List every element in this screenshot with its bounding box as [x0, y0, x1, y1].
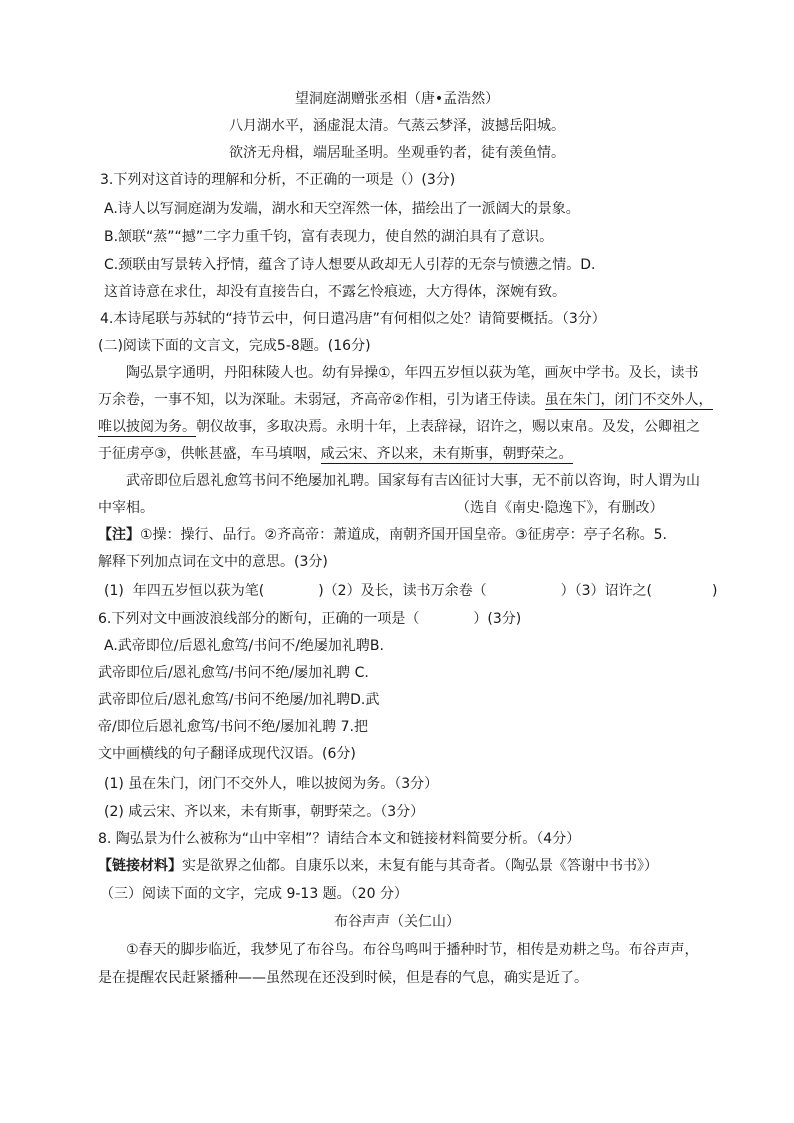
poem-title: 望洞庭湖赠张丞相（唐•孟浩然）	[294, 91, 500, 107]
poem-line-1: 八月湖水平，涵虚混太清。气蒸云梦泽，波撼岳阳城。	[229, 118, 565, 134]
essay-line-2: 是在提醒农民赶紧播种——虽然现在还没到时候，但是春的气息，确实是近了。	[98, 970, 588, 986]
question-3-stem: 3.下列对这首诗的理解和分析，不正确的一项是（）(3分)	[100, 172, 456, 188]
link-material: 【链接材料】实是欲界之仙都。自康乐以来，未复有能与其奇者。（陶弘景《答谢中书书》）	[98, 858, 658, 874]
annotation-note: 【注】①操：操行、品行。②齐高帝：萧道成，南朝齐国开国皇帝。③征虏亭：亭子名称。5.	[98, 527, 668, 543]
classical-text-line-4: 于征虏亭③，供帐甚盛，车马填咽，咸云宋、齐以来，未有斯事，朝野荣之。	[98, 446, 573, 462]
section-2-heading: (二)阅读下面的文言文，完成5-8题。(16分)	[98, 338, 371, 354]
section-3-heading: （三）阅读下面的文字，完成 9-13 题。（20 分）	[100, 886, 408, 902]
question-7-stem: 文中画横线的句子翻译成现代汉语。(6分)	[98, 746, 356, 762]
underlined-sentence-1b: 唯以披阅为务。	[98, 419, 196, 435]
question-6-stem: 6.下列对文中画波浪线部分的断句，正确的一项是（ ）(3分)	[98, 611, 522, 627]
source-citation: （选自《南史·隐逸下》，有删改）	[456, 500, 664, 516]
classical-text-line-6: 中宰相。 （选自《南史·隐逸下》，有删改）	[0, 495, 794, 521]
question-8-stem: 8. 陶弘景为什么被称为“山中宰相”？请结合本文和链接材料简要分析。（4分）	[98, 831, 581, 847]
question-3-option-b: B.颔联“蒸”“撼”二字力重千钧，富有表现力，使自然的湖泊具有了意识。	[104, 229, 554, 245]
poem-line-2: 欲济无舟楫，端居耻圣明。坐观垂钓者，徒有羡鱼情。	[229, 145, 565, 161]
question-6-option-d: 帝/即位后恩礼愈笃/书问不绝/屡加礼聘 7.把	[98, 719, 368, 735]
underlined-sentence-2: 咸云宋、齐以来，未有斯事，朝野荣之。	[320, 446, 573, 462]
essay-line-1: ①春天的脚步临近，我梦见了布谷鸟。布谷鸟鸣叫于播种时节，相传是劝耕之鸟。布谷声声，	[126, 942, 699, 958]
question-5-stem: 解释下列加点词在文中的意思。(3分)	[98, 554, 328, 570]
classical-text-line-3: 唯以披阅为务。朝仪故事，多取决焉。永明十年，上表辞禄，诏许之，赐以束帛。及发，公卿祖之	[98, 419, 700, 435]
question-3-option-d: 这首诗意在求仕，却没有直接告白，不露乞怜痕迹，大方得体，深婉有致。	[104, 284, 566, 300]
question-6-option-a: A.武帝即位/后恩礼愈笃/书问不/绝屡加礼聘B.	[104, 638, 384, 654]
classical-text-line-1: 陶弘景字通明，丹阳秣陵人也。幼有异操①，年四五岁恒以荻为笔，画灰中学书。及长，读书	[126, 365, 699, 381]
question-5-items: (1) 年四五岁恒以荻为笔( )（2）及长，读书万余卷（ ）（3）诏许之( )	[104, 583, 718, 599]
underlined-sentence-1a: 虽在朱门，闭门不交外人，	[544, 392, 713, 408]
question-6-option-c: 武帝即位后/恩礼愈笃/书问不绝屡/加礼聘D.武	[98, 692, 380, 708]
question-7-item-1: (1) 虽在朱门，闭门不交外人，唯以披阅为务。（3分）	[104, 776, 439, 792]
question-4-stem: 4.本诗尾联与苏轼的“持节云中，何日遣冯唐”有何相似之处？请简要概括。（3分）	[100, 311, 606, 327]
question-6-option-b: 武帝即位后/恩礼愈笃/书问不绝/屡加礼聘 C.	[98, 665, 369, 681]
classical-text-line-2: 万余卷，一事不知，以为深耻。未弱冠，齐高帝②作相，引为诸王侍读。虽在朱门，闭门不交外人，	[98, 392, 713, 408]
classical-text-line-5: 武帝即位后恩礼愈笃书问不绝屡加礼聘。国家每有吉凶征讨大事，无不前以咨询，时人谓为山	[126, 473, 700, 489]
essay-title: 布谷声声（关仁山）	[334, 914, 460, 930]
question-7-item-2: (2) 咸云宋、齐以来，未有斯事，朝野荣之。（3分）	[104, 804, 425, 820]
question-3-option-a: A.诗人以写洞庭湖为发端，湖水和天空浑然一体，描绘出了一派阔大的景象。	[104, 201, 580, 217]
question-3-option-c: C.颈联由写景转入抒情，蕴含了诗人想要从政却无人引荐的无奈与愤懑之情。D.	[104, 257, 596, 273]
